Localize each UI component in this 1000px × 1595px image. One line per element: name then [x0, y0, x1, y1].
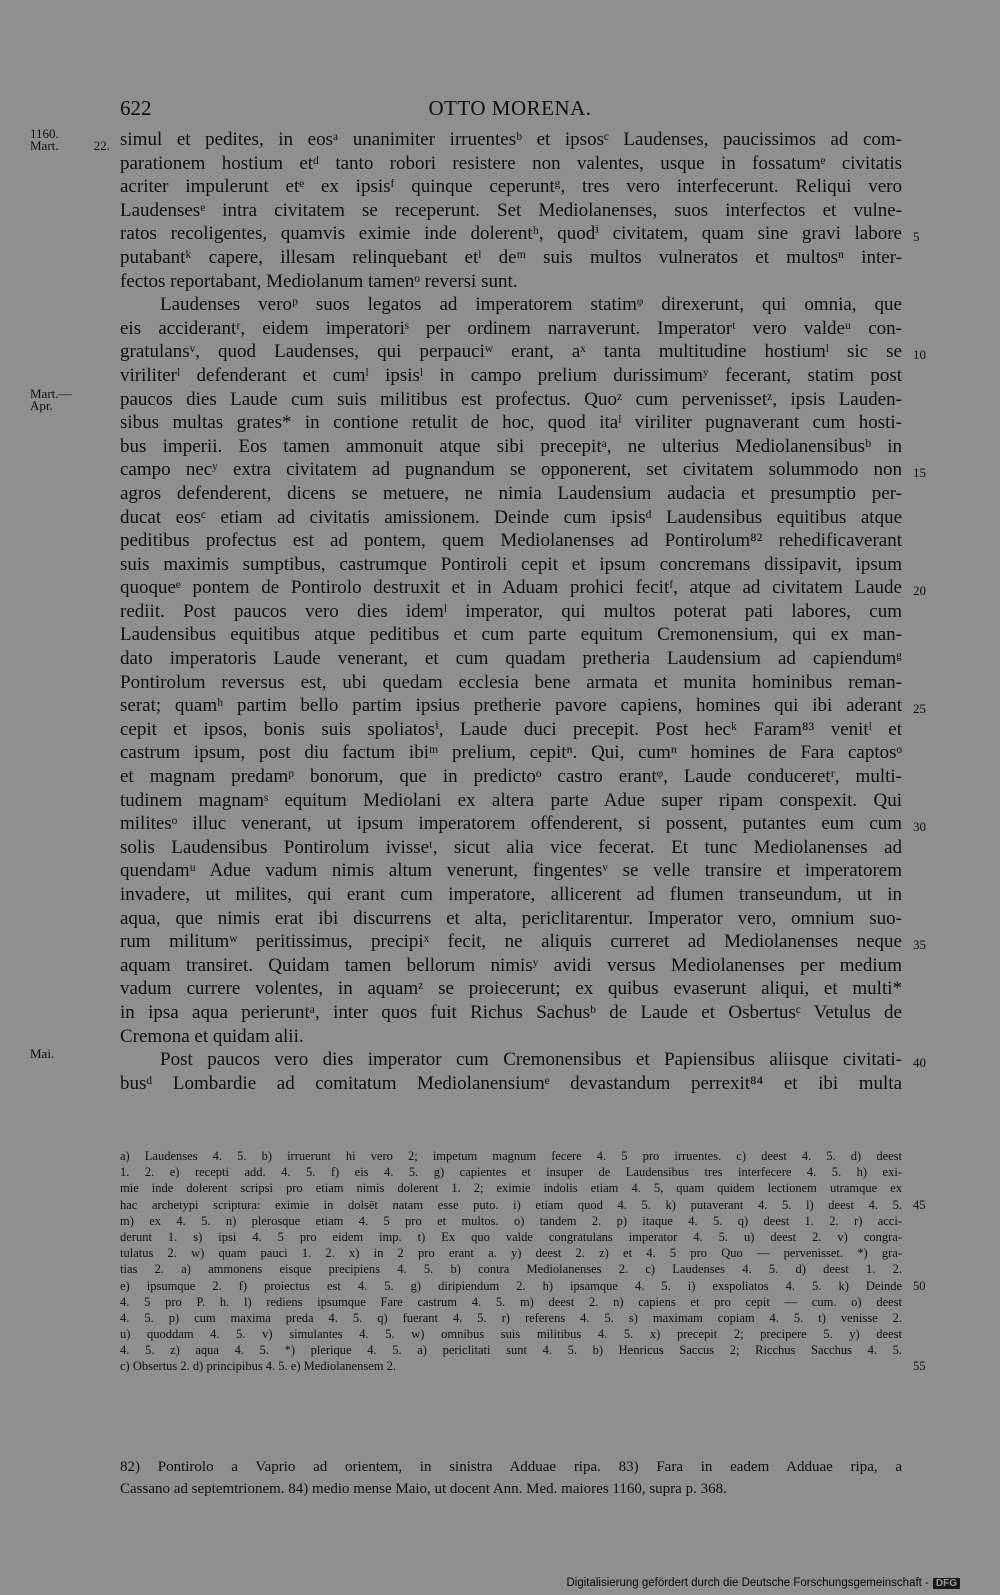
- line-number: 25: [913, 701, 926, 717]
- text-line: [120, 1261, 902, 1277]
- line-text: a) Laudenses 4. 5. b) irruerunt hi vero 2; impetum magnum fecere 4. 5 pro irruentes. c) deest 4. 5. d) deest: [120, 1149, 902, 1163]
- line-text: solis Laudensibus Pontirolum ivisseᵗ, sicut alia vice fecerat. Et tunc Mediolanenses ad: [120, 836, 902, 858]
- line-text: hac archetypi scriptura: eximie in dolsēt natam esse puto. i) etiam quod 4. 5. k) putaverant 4. 5. l) deest 4. 5.: [120, 1197, 902, 1212]
- text-line: [120, 741, 902, 765]
- text-line: [120, 623, 902, 647]
- line-text: m) ex 4. 5. n) plerosque etiam 4. 5 pro et multos. o) tandem 2. p) itaque 4. 5. q) deest 1. 2. r) acci-: [120, 1213, 902, 1228]
- line-text: 1. 2. e) recepti add. 4. 5. f) eis 4. 5. g) capientes et insuper de Laudensibus tres interfecere 4. 5. h) exi-: [120, 1165, 902, 1180]
- text-line: [120, 411, 902, 435]
- text-line: [120, 293, 902, 317]
- line-text: busᵈ Lombardie ad comitatum Mediolanensiumᵉ devastandum perrexit⁸⁴ et ibi multa: [120, 1072, 902, 1094]
- text-line: [120, 671, 902, 695]
- page-header: [120, 96, 900, 124]
- line-text: fectos reportabant, Mediolanum tamenᵒ reversi sunt.: [120, 270, 518, 292]
- line-number: 40: [913, 1055, 926, 1071]
- line-text: Cassano ad septemtrionem. 84) medio mense Maio, ut docent Ann. Med. maiores 1160, supra p. 368.: [120, 1481, 727, 1497]
- text-line: [120, 1025, 902, 1049]
- text-line: [120, 1164, 902, 1180]
- line-number: 5: [913, 229, 920, 245]
- text-line: [30, 1046, 926, 1072]
- line-text: cepit et ipsos, bonis suis spoliatosⁱ, Laude duci precepit. Post hecᵏ Faram⁸³ venitˡ et: [120, 718, 902, 740]
- line-text: gratulansᵛ, quod Laudenses, qui perpauciʷ erant, aˣ tanta multitudine hostiumˡ sic se: [120, 341, 902, 363]
- line-number: 45: [913, 1197, 926, 1212]
- main-text: [30, 126, 926, 1095]
- line-text: rum militumʷ peritissimus, precipiˣ fecit, ne aliquis curreret ad Mediolanenses neque: [120, 931, 902, 953]
- text-line: [120, 718, 902, 742]
- text-line: [120, 1148, 902, 1164]
- text-line: [120, 1245, 902, 1261]
- line-text: eis acciderantʳ, eidem imperatoriˢ per ordinem narraverunt. Imperatorᵗ vero valdeᵘ con-: [120, 317, 902, 339]
- text-line: [120, 647, 902, 671]
- text-line: [120, 1310, 902, 1326]
- line-text: campo necʸ extra civitatem ad pugnandum se opponerent, set civitatem solummodo non: [120, 459, 902, 481]
- text-line: [120, 836, 902, 860]
- text-line: [120, 435, 902, 459]
- line-text: 4. 5. z) aqua 4. 5. *) plerique 4. 5. a) periclitati sunt 4. 5. b) Henricus Saccus 2; Ricchus Sacchus 4. 5.: [120, 1343, 902, 1358]
- line-number: 35: [913, 937, 926, 953]
- line-text: paucos dies Laude cum suis militibus est profectus. Quoᶻ cum pervenissetᶻ, ipsis Lauden-: [120, 388, 902, 410]
- text-line: [120, 600, 902, 624]
- line-text: serat; quamʰ partim bello partim ipsius pretherie pavore capiens, homines qui ibi aderant: [120, 695, 902, 717]
- line-text: e) ipsumque 2. f) proiectus est 4. 5. g) diripiendum 2. h) ipsamque 4. 5. i) exspoliatos 4. 5. k) Deinde: [120, 1278, 902, 1293]
- text-line: [120, 340, 926, 364]
- text-line: [120, 246, 902, 270]
- line-text: Cremona et quidam alii.: [120, 1025, 304, 1047]
- line-text: et magnam predamᵖ bonorum, que in predictoᵒ castro erantᵠ, Laude conduceretʳ, multi-: [120, 766, 902, 788]
- text-line: [30, 126, 902, 153]
- line-text: quoqueᵉ pontem de Pontirolo destruxit et in Aduam prohici fecitᶠ, atque ad civitatem Laude: [120, 577, 902, 599]
- text-line: [120, 930, 926, 954]
- line-text: putabantᵏ capere, illesam relinquebant etˡ deᵐ suis multos vulneratos et multosⁿ inter-: [120, 246, 902, 268]
- text-line: [120, 1213, 902, 1229]
- text-line: [120, 1456, 902, 1478]
- text-line: [120, 1278, 926, 1294]
- text-line: [120, 364, 902, 388]
- digitization-credit: [566, 1577, 960, 1589]
- line-text: derunt 1. s) ipsi 4. 5 pro eidem imp. t) Ex quo valde congratulans imperator 4. 5. u) deest 2. v) congra-: [120, 1229, 902, 1244]
- line-text: viriliterˡ defenderant et cumˡ ipsisˡ in campo prelium durissimumʸ fecerant, statim post: [120, 364, 902, 386]
- text-line: [120, 1001, 902, 1025]
- line-number: 50: [913, 1278, 926, 1293]
- text-line: [120, 175, 902, 199]
- line-text: invadere, ut milites, qui erant cum imperatore, allicerent ad flumen transeundum, ut in: [120, 884, 902, 905]
- line-text: c) Obsertus 2. d) principibus 4. 5. e) Mediolanensem 2.: [120, 1359, 396, 1374]
- text-line: [120, 1294, 902, 1310]
- text-line: [120, 270, 902, 294]
- line-text: in ipsa aqua perieruntᵃ, inter quos fuit Richus Sachusᵇ de Laude et Osbertusᶜ Vetulus de: [120, 1001, 902, 1023]
- text-line: [120, 1180, 902, 1196]
- line-text: simul et pedites, in eosᵃ unanimiter irruentesᵇ et ipsosᶜ Laudenses, paucissimos ad com-: [120, 129, 902, 150]
- text-line: [120, 1072, 902, 1096]
- text-line: [120, 482, 902, 506]
- text-line: [120, 954, 902, 978]
- text-line: [120, 859, 902, 883]
- line-text: sibus multas grates* in contione retulit de hoc, quod itaˡ viriliter pugnaverant cum hosti-: [120, 412, 902, 434]
- text-line: [120, 199, 902, 223]
- line-text: tias 2. a) ammonens eisque precipiens 4. 5. b) contra Mediolanenses 2. c) Laudenses 4. 5. d) deest 1. 2.: [120, 1262, 902, 1277]
- line-text: ducat eosᶜ etiam ad civitatis amissionem. Deinde cum ipsisᵈ Laudensibus equitibus atque: [120, 506, 902, 528]
- line-text: dato imperatoris Laude venerant, et cum quadam pretheria Laudensium ad capiendumᵍ: [120, 648, 902, 670]
- text-line: [120, 1229, 902, 1245]
- dfg-logo: DFG: [933, 1578, 960, 1589]
- running-title: OTTO MORENA.: [428, 96, 592, 120]
- line-text: aquam transiret. Quidam tamen bellorum nimisʸ avidi versus Mediolanenses per medium: [120, 954, 902, 976]
- text-line: [120, 458, 926, 482]
- line-number: 15: [913, 465, 926, 481]
- margin-date: Mai.: [30, 1046, 55, 1062]
- line-text: u) quoddam 4. 5. v) simulantes 4. 5. w) omnibus suis militibus 4. 5. x) precepit 2; precipere 5. y) deest: [120, 1327, 902, 1342]
- text-line: [120, 529, 902, 553]
- text-line: [120, 789, 902, 813]
- text-line: [120, 694, 926, 718]
- line-text: parationem hostium etᵈ tanto robori resistere non valentes, usque in fossatumᵉ civitatis: [120, 152, 902, 174]
- margin-date: 1160. Mart. 22.: [30, 126, 110, 153]
- line-number: 10: [913, 347, 926, 363]
- historical-notes: [120, 1456, 902, 1500]
- line-text: Laudenses veroᵖ suos legatos ad imperatorem statimᵠ direxerunt, qui omnia, que: [160, 294, 902, 316]
- text-line: [120, 977, 902, 1001]
- text-line: [120, 1326, 902, 1342]
- line-text: Pontirolum reversus est, ubi quedam ecclesia bene armata et munita hominibus reman-: [120, 671, 902, 693]
- page-number: 622: [120, 96, 152, 120]
- text-line: [120, 222, 920, 246]
- margin-date: Mart.— Apr.: [30, 385, 72, 413]
- line-text: peditibus profectus est ad pontem, quem Mediolanenses ad Pontirolum⁸² rehedificaverant: [120, 530, 902, 552]
- line-number: 20: [913, 583, 926, 599]
- line-text: suis maximis sumptibus, castrumque Pontiroli cepit et ipsum concremans dissipavit, ipsum: [120, 553, 902, 575]
- text-line: [120, 1342, 902, 1358]
- line-text: Post paucos vero dies imperator cum Cremonensibus et Papiensibus aliisque civitati-: [160, 1049, 902, 1071]
- line-text: castrum ipsum, post diu factum ibiᵐ prelium, cepitⁿ. Qui, cumⁿ homines de Fara captosᵒ: [120, 742, 902, 764]
- line-text: bus imperii. Eos tamen ammonuit atque sibi precepitᵃ, ne ulterius Mediolanensibusᵇ in: [120, 435, 902, 457]
- line-text: tudinem magnamˢ equitum Mediolani ex altera parte Adue super ripam conspexit. Qui: [120, 789, 902, 811]
- text-line: [30, 385, 902, 413]
- line-text: acriter impulerunt etᵉ ex ipsisᶠ quinque ceperuntᵍ, tres vero interfecerunt. Reliqui vero: [120, 176, 902, 198]
- text-line: [120, 1478, 902, 1500]
- line-number: 55: [913, 1359, 926, 1374]
- line-text: militesᵒ illuc venerant, ut ipsum imperatorem offenderent, si possent, putantes eum cum: [120, 813, 902, 835]
- line-text: Laudensesᵉ intra civitatem se receperunt. Set Mediolanenses, suos interfectos et vulne-: [120, 199, 902, 221]
- text-line: [120, 317, 902, 341]
- line-text: quendamᵘ Adue vadum nimis altum venerunt, fingentesᵛ se velle transire et imperatorem: [120, 860, 902, 882]
- line-text: 82) Pontirolo a Vaprio ad orientem, in sinistra Adduae ripa. 83) Fara in eadem Adduae ripa, a: [120, 1459, 902, 1475]
- text-line: [120, 883, 902, 907]
- credit-text: Digitalisierung gefördert durch die Deutsche Forschungsgemeinschaft -: [566, 1577, 929, 1589]
- text-line: [120, 812, 926, 836]
- line-text: agros defenderent, dicens se metuere, ne nimia Laudensium audacia et presumptio per-: [120, 482, 902, 504]
- text-line: [120, 152, 902, 176]
- line-text: aqua, que nimis erat ibi discurrens et alta, periclitarentur. Imperator vero, omnium suo-: [120, 907, 902, 929]
- text-line: [120, 506, 902, 530]
- text-line: [120, 907, 902, 931]
- text-line: [120, 1358, 926, 1374]
- line-text: vadum currere volentes, in aquamᶻ se proiecerunt; ex quibus evaserunt aliqui, et multi*: [120, 978, 902, 1000]
- line-text: 4. 5 pro P. h. l) rediens ipsumque Fare castrum 4. 5. m) deest 2. n) capiens et pro cepit — cum. o) deest: [120, 1294, 902, 1309]
- text-line: [120, 765, 902, 789]
- line-text: tulatus 2. w) quam pauci 1. 2. x) in 2 pro erant a. y) deest 2. z) et 4. 5 pro Quo — pervenisset. *) gra-: [120, 1246, 902, 1261]
- line-text: mie inde dolerent scripsi pro etiam nimis dolerent 1. 2; eximie indolis etiam 4. 5, quam quidem lectionem utramque ex: [120, 1181, 902, 1196]
- text-line: [120, 553, 902, 577]
- critical-apparatus: [120, 1148, 926, 1375]
- line-number: 30: [913, 819, 926, 835]
- line-text: rediit. Post paucos vero dies idemˡ imperator, qui multos poterat pati labores, cum: [120, 600, 902, 622]
- text-line: [120, 576, 926, 600]
- line-text: ratos recoligentes, quamvis eximie inde dolerentʰ, quodⁱ civitatem, quam sine gravi labore: [120, 223, 902, 245]
- line-text: Laudensibus equitibus atque peditibus et cum parte equitum Cremonensium, qui ex man-: [120, 624, 902, 646]
- text-line: [120, 1197, 926, 1213]
- line-text: 4. 5. p) cum maxima preda 4. 5. q) fuerant 4. 5. r) referens 4. 5. s) maximam copiam 4. 5. t) venisse 2.: [120, 1310, 902, 1325]
